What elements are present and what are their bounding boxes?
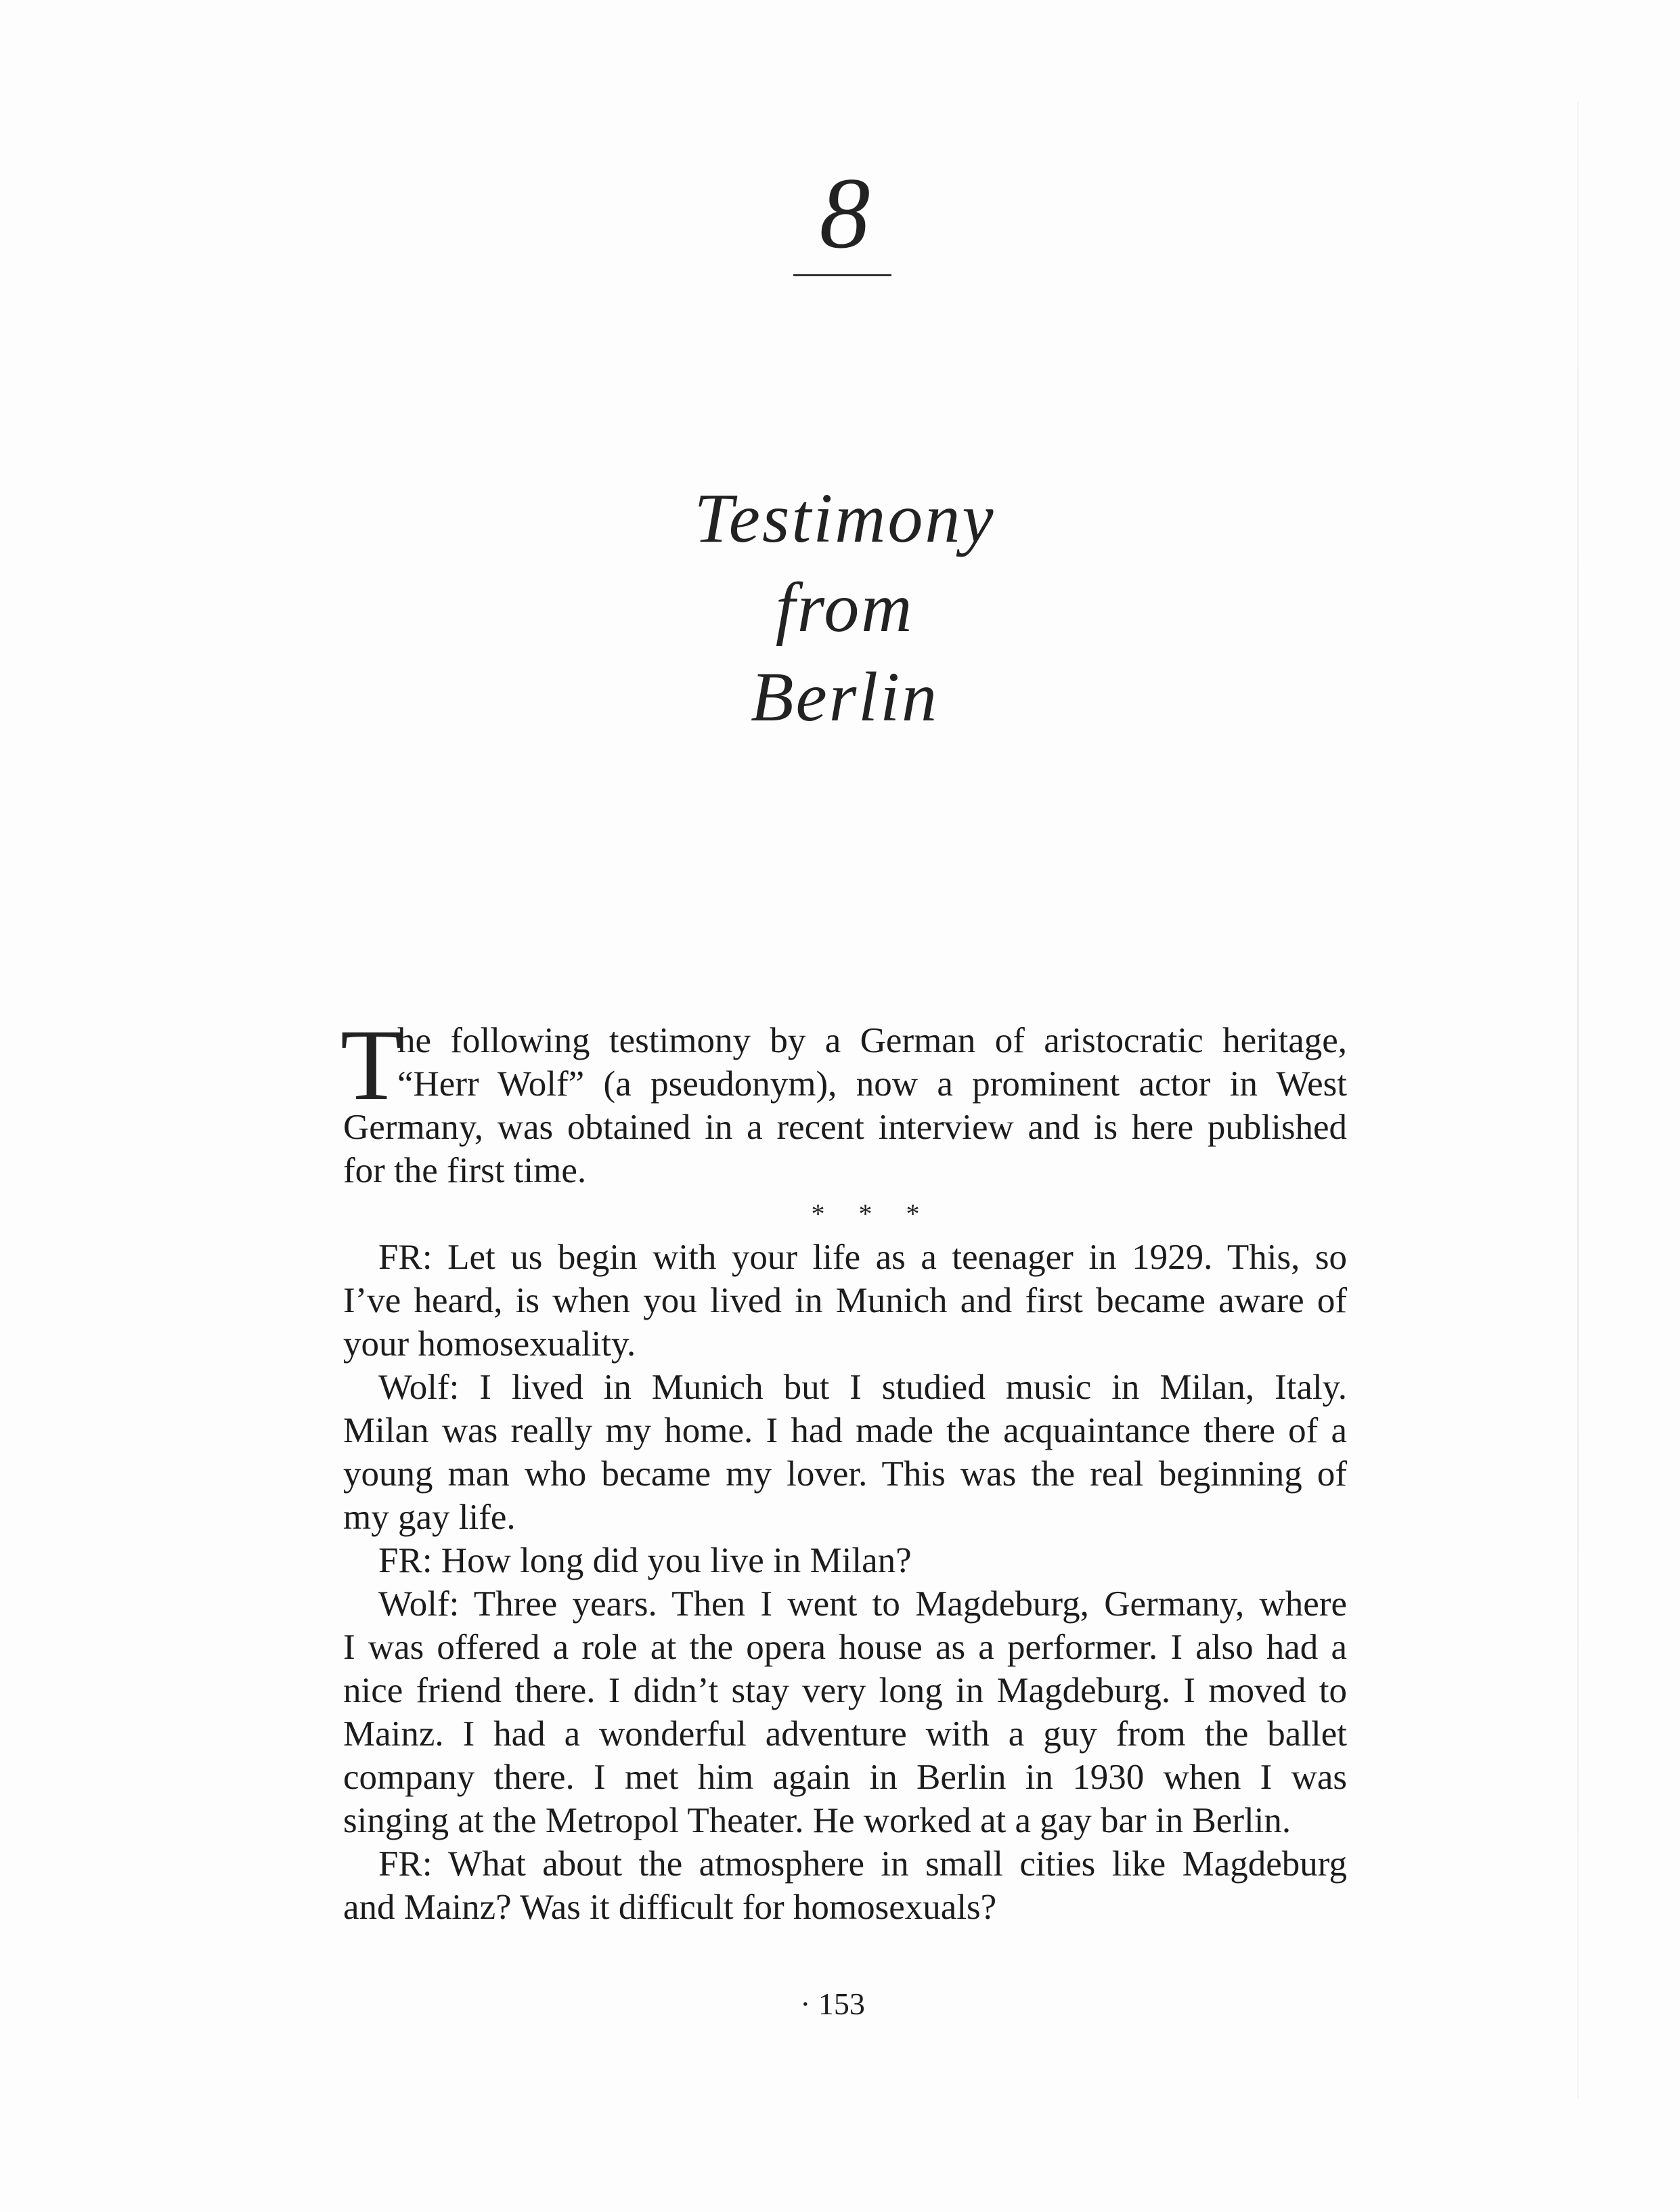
chapter-number: 8 (819, 157, 870, 269)
text-line: FR: Let us begin with your life as a teenager in 1929. This, so (378, 1238, 1347, 1277)
text-line: young man who became my lover. This was the real beginning of (343, 1454, 1347, 1494)
text-line: I was offered a role at the opera house as a performer. I also had a (343, 1628, 1347, 1667)
text-line: nice friend there. I didn’t stay very long in Magdeburg. I moved to (343, 1671, 1347, 1710)
text-line: Wolf: Three years. Then I went to Magdeburg, Germany, where (378, 1584, 1347, 1624)
text-line: Milan was really my home. I had made the acquaintance there of a (343, 1411, 1347, 1450)
paragraph (343, 1539, 1347, 1582)
text-line: company there. I met him again in Berlin in 1930 when I was (343, 1758, 1347, 1797)
text-line: your homosexuality. (343, 1324, 636, 1364)
chapter-title (0, 474, 1680, 742)
text-line: Wolf: I lived in Munich but I studied music in Milan, Italy. (378, 1368, 1347, 1407)
chapter-title-line: from (775, 569, 914, 647)
text-line: Germany, was obtained in a recent interview and is here published (343, 1108, 1347, 1147)
paragraph (343, 1236, 1347, 1366)
text-line: “Herr Wolf” (a pseudonym), now a prominent actor in West (397, 1064, 1347, 1104)
paragraph (343, 1842, 1347, 1929)
text-line: singing at the Metropol Theater. He worked at a gay bar in Berlin. (343, 1801, 1291, 1840)
chapter-title-line: Testimony (694, 479, 996, 557)
page-number: · 153 (800, 1987, 865, 2021)
chapter-number-rule (793, 274, 891, 276)
text-line: FR: How long did you live in Milan? (378, 1541, 912, 1580)
text-line: and Mainz? Was it difficult for homosexuals? (343, 1888, 997, 1927)
body-text (340, 1009, 1347, 1929)
interview-text (343, 1236, 1347, 1929)
section-separator: * * * (811, 1198, 920, 1229)
text-line: my gay life. (343, 1498, 516, 1537)
intro-paragraph (343, 1019, 1347, 1192)
paragraph (343, 1582, 1347, 1842)
text-line: Mainz. I had a wonderful adventure with a guy from the ballet (343, 1714, 1347, 1754)
text-line: FR: What about the atmosphere in small cities like Magdeburg (378, 1844, 1347, 1884)
text-line: I’ve heard, is when you lived in Munich and first became aware of (343, 1281, 1347, 1320)
text-line: for the first time. (343, 1151, 587, 1190)
paragraph (343, 1366, 1347, 1539)
page-gutter-shadow (1577, 102, 1579, 2099)
chapter-title-line: Berlin (751, 658, 939, 736)
text-line: he following testimony by a German of aristocratic heritage, (397, 1021, 1347, 1060)
drop-cap: T (340, 1009, 403, 1121)
